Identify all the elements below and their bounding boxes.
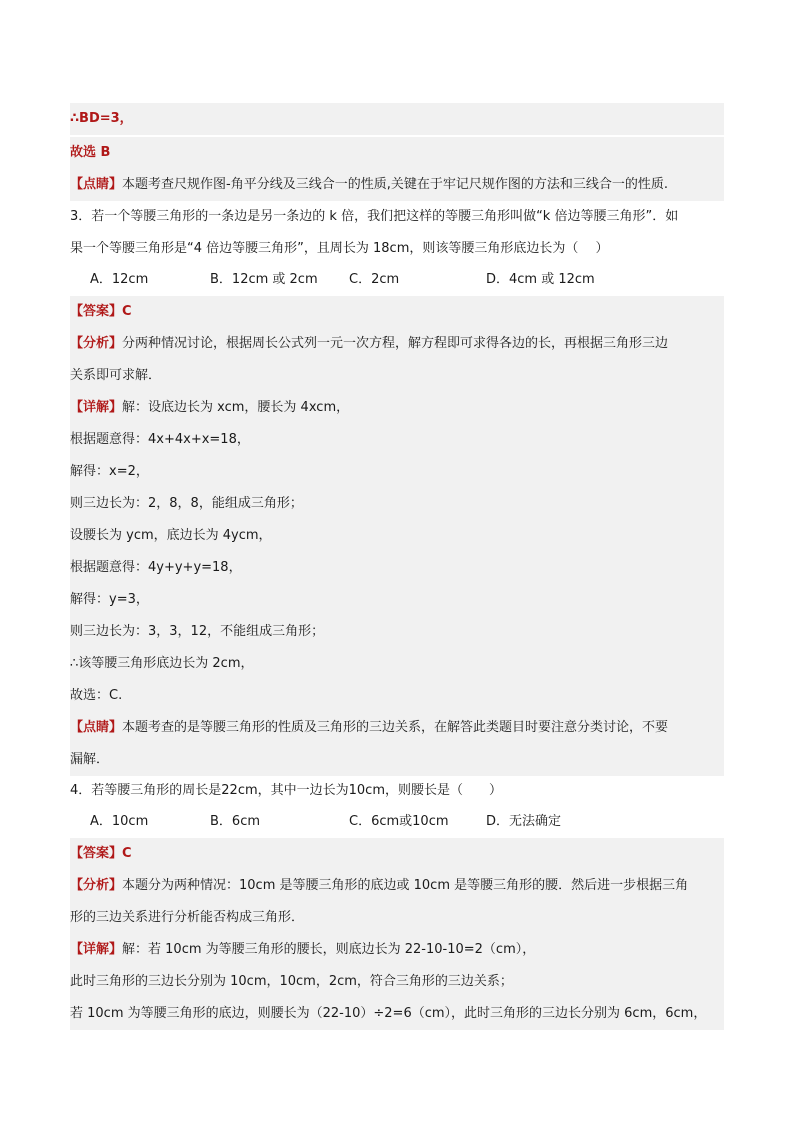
q3-options bbox=[70, 265, 724, 295]
q3-analysis-2: 关系即可求解． bbox=[70, 368, 162, 383]
q4-stem-line bbox=[70, 775, 724, 807]
q3-detail-line-4 bbox=[70, 488, 724, 520]
q4-option-c: C．6cm或10cm bbox=[349, 814, 449, 829]
q3-detail-line-9 bbox=[70, 648, 724, 680]
q3-analysis-line-1 bbox=[70, 328, 724, 360]
q3-detail-7: 解得：y=3， bbox=[70, 592, 149, 607]
q3-option-a: A．12cm bbox=[90, 272, 149, 287]
q4-detail-tag: 【详解】 bbox=[70, 942, 123, 957]
q3-detail-3: 解得：x=2， bbox=[70, 464, 149, 479]
q3-detail-9: ∴该等腰三角形底边长为 2cm， bbox=[70, 656, 254, 671]
q4-detail-2: 此时三角形的三边长分别为 10cm，10cm，2cm，符合三角形的三边关系； bbox=[70, 974, 513, 989]
q4-detail-line-3 bbox=[70, 998, 724, 1030]
q3-answer: C bbox=[122, 304, 132, 319]
q4-answer: C bbox=[122, 846, 132, 861]
q4-analysis-line-1 bbox=[70, 870, 724, 902]
q3-analysis-tag: 【分析】 bbox=[70, 336, 123, 351]
q2-therefore: ∴BD=3， bbox=[70, 111, 133, 126]
q2-comment-line bbox=[70, 169, 724, 201]
q4-analysis-line-2 bbox=[70, 902, 724, 934]
q4-analysis-2: 形的三边关系进行分析能否构成三角形． bbox=[70, 910, 305, 925]
q4-detail-line-1 bbox=[70, 934, 724, 966]
q3-detail-line-5 bbox=[70, 520, 724, 552]
q3-comment-line-1 bbox=[70, 712, 724, 744]
q3-detail-line-1 bbox=[70, 392, 724, 424]
q4-answer-line bbox=[70, 838, 724, 870]
q3-answer-tag: 【答案】 bbox=[70, 304, 123, 319]
q4-option-a: A．10cm bbox=[90, 814, 149, 829]
q3-comment-2: 漏解． bbox=[70, 752, 110, 767]
q3-analysis-1: 分两种情况讨论，根据周长公式列一元一次方程，解方程即可求得各边的长，再根据三角形三边 bbox=[122, 336, 669, 351]
q3-detail-line-6 bbox=[70, 552, 724, 584]
q3-option-b: B．12cm 或 2cm bbox=[210, 272, 318, 287]
q2-choose: 故选 B bbox=[70, 145, 111, 160]
q3-detail-6: 根据题意得：4y+y+y=18， bbox=[70, 560, 242, 575]
q3-detail-10: 故选：C. bbox=[70, 688, 123, 703]
q3-option-d: D．4cm 或 12cm bbox=[486, 272, 595, 287]
q3-detail-line-10 bbox=[70, 680, 724, 712]
q3-detail-8: 则三边长为：3，3，12，不能组成三角形； bbox=[70, 624, 325, 639]
q3-detail-2: 根据题意得：4x+4x+x=18， bbox=[70, 432, 250, 447]
q4-stem: 4．若等腰三角形的周长是22cm，其中一边长为10cm，则腰长是（ ） bbox=[70, 783, 502, 798]
q3-detail-line-7 bbox=[70, 584, 724, 616]
q3-analysis-line-2 bbox=[70, 360, 724, 392]
q2-choose-line bbox=[70, 137, 724, 169]
q4-option-d: D．无法确定 bbox=[486, 814, 562, 829]
q4-detail-line-2 bbox=[70, 966, 724, 998]
q3-comment-tag: 【点睛】 bbox=[70, 720, 123, 735]
q3-stem-1: 3．若一个等腰三角形的一条边是另一条边的 k 倍，我们把这样的等腰三角形叫做“k 倍边等腰三角形”．如 bbox=[70, 209, 679, 224]
q4-detail-3: 若 10cm 为等腰三角形的底边，则腰长为（22-10）÷2=6（cm），此时三角形的三边长分别为 6cm，6cm， bbox=[70, 1006, 707, 1021]
q3-option-c: C．2cm bbox=[349, 272, 400, 287]
q3-comment-line-2 bbox=[70, 744, 724, 776]
q4-answer-tag: 【答案】 bbox=[70, 846, 123, 861]
q2-comment-text: 本题考查尺规作图-角平分线及三线合一的性质,关键在于牢记尺规作图的方法和三线合一的性质. bbox=[122, 177, 668, 192]
q4-analysis-tag: 【分析】 bbox=[70, 878, 123, 893]
q4-option-b: B．6cm bbox=[210, 814, 261, 829]
q3-answer-line bbox=[70, 296, 724, 328]
q4-options bbox=[70, 807, 724, 837]
q3-stem-2: 果一个等腰三角形是“4 倍边等腰三角形”，且周长为 18cm，则该等腰三角形底边长为（ ） bbox=[70, 241, 609, 256]
q3-stem-line-1 bbox=[70, 201, 724, 233]
q3-detail-4: 则三边长为：2，8，8，能组成三角形； bbox=[70, 496, 303, 511]
q2-comment-tag: 【点睛】 bbox=[70, 177, 123, 192]
q3-detail-line-2 bbox=[70, 424, 724, 456]
q3-detail-line-3 bbox=[70, 456, 724, 488]
q3-stem-line-2 bbox=[70, 233, 724, 265]
q3-detail-line-8 bbox=[70, 616, 724, 648]
q3-detail-1: 解：设底边长为 xcm，腰长为 4xcm， bbox=[122, 400, 350, 415]
q3-detail-5: 设腰长为 ycm，底边长为 4ycm， bbox=[70, 528, 272, 543]
q2-therefore-line bbox=[70, 103, 724, 135]
q4-detail-1: 解：若 10cm 为等腰三角形的腰长，则底边长为 22-10-10=2（cm）， bbox=[122, 942, 536, 957]
q3-comment-1: 本题考查的是等腰三角形的性质及三角形的三边关系，在解答此类题目时要注意分类讨论，不要 bbox=[122, 720, 669, 735]
q3-detail-tag: 【详解】 bbox=[70, 400, 123, 415]
q4-analysis-1: 本题分为两种情况：10cm 是等腰三角形的底边或 10cm 是等腰三角形的腰．然后进一步根据三角 bbox=[122, 878, 689, 893]
